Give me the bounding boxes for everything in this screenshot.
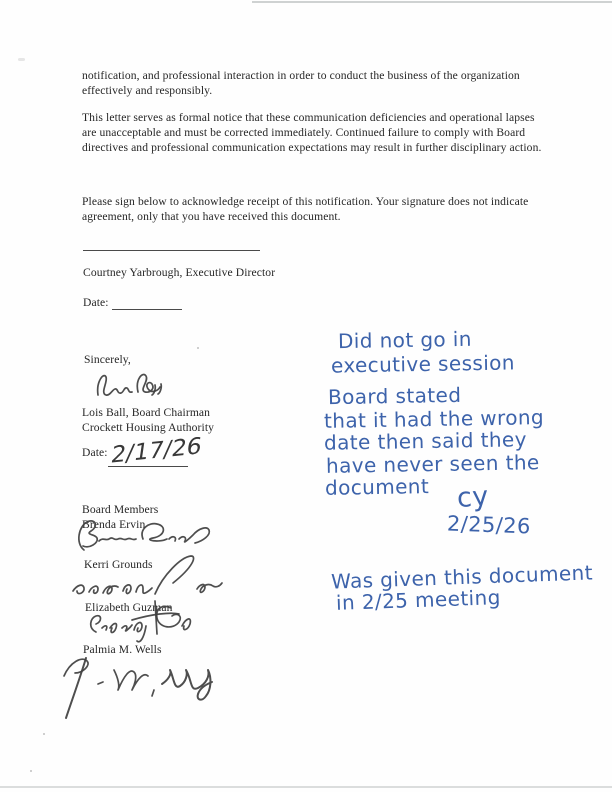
scan-artifact-smudge <box>18 58 25 61</box>
handwritten-note-line: that it had the wrong <box>323 405 545 433</box>
salutation: Sincerely, <box>84 353 131 366</box>
board-member-name: Brenda Ervin <box>82 517 146 531</box>
signature-lois-ball <box>93 370 165 403</box>
paragraph-line: effectively and responsibly. <box>82 83 213 97</box>
paragraph-line: notification, and professional interaction in order to conduct the business of the organization <box>82 69 520 82</box>
handwritten-note-line: Board stated <box>327 382 462 410</box>
paragraph-line: This letter serves as formal notice that these communication deficiencies and operational lapses <box>82 111 535 124</box>
date-label: Date: <box>82 446 108 459</box>
signature-kerri-grounds <box>69 553 225 599</box>
closing-name-block <box>82 406 214 436</box>
annotator-initials: cy <box>455 480 490 515</box>
paragraph-line: Please sign below to acknowledge receipt of this notification. Your signature does not indicate <box>82 195 529 208</box>
paragraph-line: are unacceptable and must be corrected immediately. Continued failure to comply with Board <box>82 125 526 139</box>
handwritten-note-line: in 2/25 meeting <box>335 585 502 615</box>
annotation-date: 2/25/26 <box>446 511 532 539</box>
letter-paragraph-3 <box>82 195 528 225</box>
date-underline-blank <box>112 309 182 310</box>
typed-name-executive-director: Courtney Yarbrough, Executive Director <box>83 266 276 279</box>
handwritten-note-line: Was given this document <box>330 560 594 594</box>
paragraph-line: directives and professional communication expectations may result in further disciplinary action. <box>82 140 542 154</box>
board-member-name: Kerri Grounds <box>84 558 153 571</box>
board-heading: Board Members <box>82 503 159 516</box>
scan-artifact-speck <box>197 347 199 349</box>
handwritten-date: 2/17/26 <box>109 433 204 469</box>
handwritten-note-line: date then said they <box>323 427 528 455</box>
signature-brenda-ervin <box>72 516 214 554</box>
letter-paragraph-2 <box>82 111 541 155</box>
signature-palmia-wells <box>58 650 214 720</box>
board-member-name: Elizabeth Guzman <box>85 601 173 614</box>
scan-artifact-bottom-edge <box>0 786 612 788</box>
signature-line-blank <box>83 250 260 251</box>
board-member-name: Palmia M. Wells <box>83 643 162 656</box>
letter-paragraph-1 <box>82 69 520 99</box>
handwritten-note-line: document <box>324 474 430 500</box>
handwritten-note-line: executive session <box>330 350 516 378</box>
scan-artifact-speck <box>30 770 32 772</box>
scan-artifact-speck <box>43 733 45 735</box>
paragraph-line: agreement, only that you have received this document. <box>82 209 341 223</box>
handwritten-note-line: have never seen the <box>325 450 540 478</box>
handwritten-note-line: Did not go in <box>337 326 473 354</box>
typed-name-board-chairman: Lois Ball, Board Chairman <box>82 406 211 419</box>
date-label: Date: <box>83 296 109 309</box>
typed-org-name: Crockett Housing Authority <box>82 420 215 434</box>
scan-artifact-top-edge <box>252 1 612 3</box>
